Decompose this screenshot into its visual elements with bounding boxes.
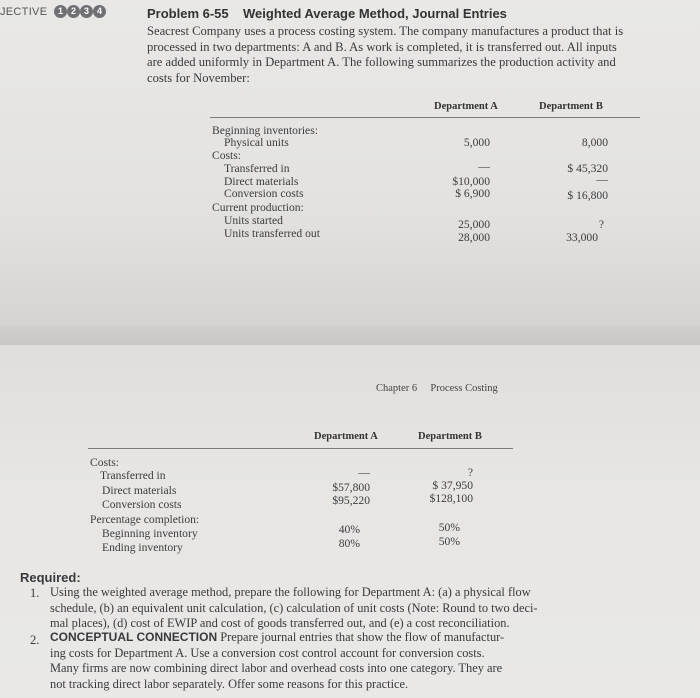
table1-row-label: Conversion costs	[224, 187, 304, 200]
table1-cell-b: ?	[598, 218, 604, 231]
table1-row-label: Transferred in	[224, 162, 290, 175]
required-item-2-line: not tracking direct labor separately. Offer some reasons for this practice.	[50, 676, 409, 691]
table1-row-label: Units started	[224, 214, 283, 227]
table1-row-label: Direct materials	[224, 175, 299, 188]
required-item-2-line: ing costs for Department A. Use a conversion cost control account for conversion costs.	[50, 645, 485, 660]
table1-header-rule	[210, 117, 640, 118]
objective-badge-1: 1	[54, 5, 67, 18]
table1-cell-a: 25,000	[458, 218, 490, 231]
table1-cell-b: 8,000	[581, 136, 608, 149]
table1-cell-a: 28,000	[458, 231, 490, 244]
problem-number: Problem 6-55	[147, 6, 229, 21]
table2-cell-a: 80%	[338, 537, 360, 550]
table2-header-rule	[88, 448, 513, 449]
required-item-1-line: mal places), (d) cost of EWIP and cost of goods transferred out, and (e) a cost reconciliation.	[50, 616, 510, 630]
required-item-1-line: Using the weighted average method, prepare the following for Department A: (a) a physical flow	[50, 585, 531, 599]
table1-cell-b: 33,000	[566, 231, 598, 244]
chapter-title: Process Costing	[430, 383, 498, 394]
objective-badge-3: 3	[80, 5, 93, 18]
required-item-2-first-line: Prepare journal entries that show the flow of manufactur-	[220, 630, 505, 644]
table2-row-label: Percentage completion:	[90, 513, 200, 526]
table1-cell-b: $ 45,320	[567, 162, 608, 175]
table1-row-label: Costs:	[212, 149, 241, 162]
required-item-1	[50, 585, 680, 632]
table1-row-label: Units transferred out	[224, 227, 320, 240]
table1-col-dept-b: Department B	[539, 101, 603, 112]
table2-cell-b: $128,100	[429, 492, 473, 505]
objective-label: JECTIVE	[0, 6, 48, 18]
required-heading: Required:	[20, 570, 81, 585]
table2-cell-b: 50%	[438, 521, 460, 534]
chapter-footer	[376, 383, 498, 394]
table2-cell-b: $ 37,950	[432, 479, 473, 492]
problem-title: Weighted Average Method, Journal Entries	[243, 6, 507, 21]
required-item-1-line: schedule, (b) an equivalent unit calculation, (c) calculation of unit costs (Note: Round to two deci-	[50, 600, 538, 615]
table2-col-dept-b: Department B	[418, 431, 482, 442]
required-item-2-line	[50, 630, 680, 646]
problem-intro	[147, 24, 682, 86]
table2-row-label: Direct materials	[102, 484, 177, 497]
required-item-1-number: 1.	[30, 586, 40, 600]
intro-line: are added uniformly in Department A. The following summarizes the production activity and	[147, 55, 616, 69]
table2-row-label: Conversion costs	[102, 498, 182, 511]
table1-cell-a: 5,000	[463, 136, 490, 149]
table1-row-label: Current production:	[212, 201, 304, 214]
required-item-2	[50, 630, 680, 692]
table1-col-dept-a: Department A	[434, 101, 498, 112]
intro-line: Seacrest Company uses a process costing system. The company manufactures a product that is	[147, 24, 624, 38]
table1-cell-a: $ 6,900	[455, 187, 490, 200]
chapter-number: Chapter 6	[376, 383, 418, 394]
intro-line: processed in two departments: A and B. As work is completed, it is transferred out. All inputs	[147, 39, 617, 54]
table2-row-label: Transferred in	[100, 469, 166, 482]
table2-cell-b: ?	[467, 466, 473, 479]
table1-cell-a: $10,000	[452, 175, 490, 188]
table1-cell-b: —	[596, 173, 608, 186]
table2-cell-b: 50%	[438, 535, 460, 548]
table2-cell-a: —	[358, 466, 370, 479]
table2-cell-a: $57,800	[332, 481, 370, 494]
table1-row-label: Physical units	[224, 136, 289, 149]
table2-cell-a: $95,220	[332, 494, 370, 507]
intro-line: costs for November:	[147, 70, 250, 85]
required-item-2-number: 2.	[30, 633, 40, 647]
table2-row-label: Ending inventory	[102, 541, 183, 554]
table2-col-dept-a: Department A	[314, 431, 378, 442]
table1-cell-a: —	[478, 160, 490, 173]
objective-badge-2: 2	[67, 5, 80, 18]
table1-cell-b: $ 16,800	[567, 189, 608, 202]
table1-row-label: Beginning inventories:	[212, 124, 318, 137]
table2-cell-a: 40%	[338, 523, 360, 536]
table2-row-label: Beginning inventory	[102, 527, 198, 540]
objective-badge-4: 4	[93, 5, 106, 18]
conceptual-connection-label: CONCEPTUAL CONNECTION	[50, 630, 218, 644]
table2-row-label: Costs:	[90, 456, 119, 469]
required-item-2-line: Many firms are now combining direct labor and overhead costs into one category. They are	[50, 661, 503, 675]
